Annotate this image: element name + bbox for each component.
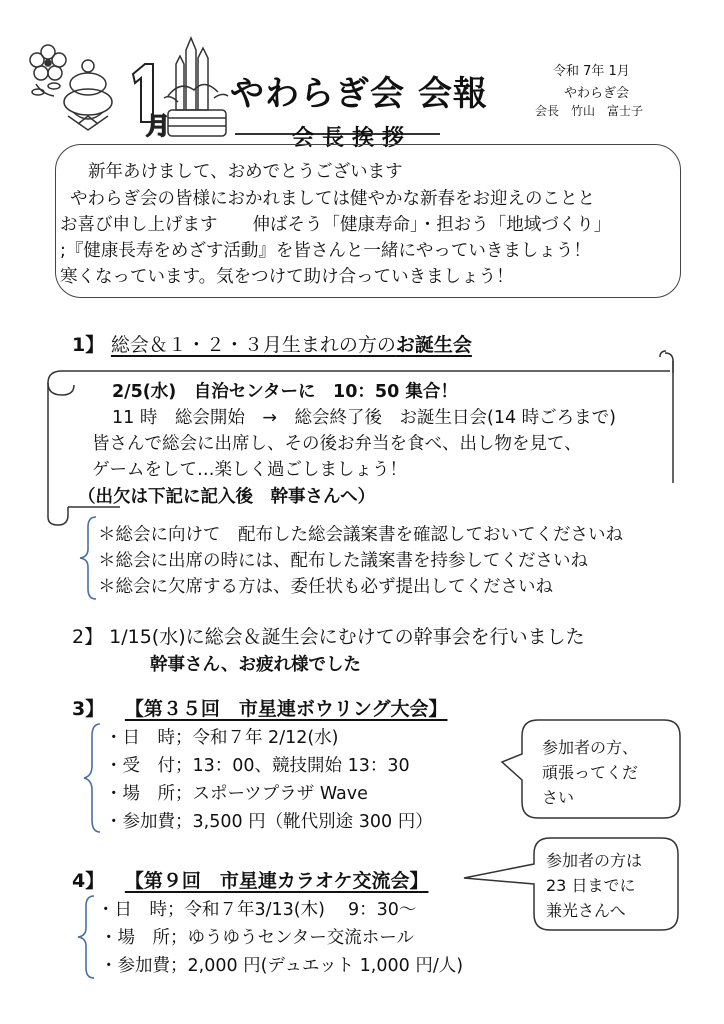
greeting-title: 会長挨拶: [292, 126, 413, 151]
issue-date: 令和 7年 1月: [553, 64, 630, 79]
scroll-line-5: （出欠は下記に記入後 幹事さんへ）: [78, 487, 376, 507]
month-suffix: 月: [146, 112, 170, 140]
scroll-line-1: 2/5(水) 自治センターに 10：50 集合！: [112, 382, 458, 402]
greeting-line-4: ;『健康長寿をめざす活動』を皆さんと一緒にやっていきましょう！: [60, 241, 591, 261]
section4-heading: [72, 866, 428, 893]
section4-item-3: ・参加費；2,000 円(デュエット 1,000 円/人): [100, 956, 464, 976]
greeting-line-3: お喜び申し上げます 伸ばそう「健康寿命」・担おう「地域づくり」: [60, 215, 612, 235]
section3-brace: [82, 722, 104, 836]
section4-title: 【第９回 市星連カラオケ交流会】: [124, 870, 429, 892]
plum-blossom-icon: [30, 45, 66, 96]
notes-brace: [78, 515, 100, 601]
section4-bubble-line-3: 兼光さんへ: [546, 901, 626, 920]
organization-name: やわらぎ会: [564, 86, 630, 101]
note-1: ＊総会に向けて 配布した総会議案書を確認しておいてくださいね: [98, 525, 623, 545]
section1-title: 総会＆１・２・３月生まれの方のお誕生会: [110, 334, 472, 356]
section1-number: 1】: [72, 334, 105, 356]
scroll-line-4: ゲームをして…楽しく過ごしましょう！: [92, 460, 407, 480]
section4-item-2: ・場 所；ゆうゆうセンター交流ホール: [100, 928, 414, 948]
new-year-decoration: [28, 36, 240, 140]
section3-number: 3】: [72, 698, 105, 720]
section3-item-3: ・場 所；スポーツプラザ Wave: [105, 784, 368, 804]
note-3: ＊総会に欠席する方は、委任状も必ず提出してくださいね: [98, 577, 553, 597]
section3-bubble-line-2: 頑張ってくだ: [542, 763, 639, 782]
section3-heading: [72, 694, 447, 721]
scroll-line-2: 11 時 総会開始 → 総会終了後 お誕生日会(14 時ごろまで): [112, 408, 616, 428]
section3-bubble-line-1: 参加者の方、: [542, 738, 639, 757]
kadomatsu-icon: [164, 38, 228, 136]
section3-item-1: ・日 時；令和７年 2/12(水): [105, 728, 339, 748]
greeting-line-1: 新年あけまして、おめでとうございます: [88, 162, 403, 182]
greeting-line-2: やわらぎ会の皆様におかれましては健やかな新春をお迎えのことと: [70, 189, 595, 209]
section3-item-2: ・受 付；13：00、競技開始 13：30: [105, 756, 410, 776]
note-2: ＊総会に出席の時には、配布した議案書を持参してくださいね: [98, 551, 588, 571]
section2-line-1: 2】 1/15(水)に総会＆誕生会にむけての幹事会を行いました: [72, 626, 585, 648]
section4-bubble-line-1: 参加者の方は: [546, 851, 643, 870]
section2-number: 2】: [72, 626, 104, 648]
newsletter-title: やわらぎ会 会報: [230, 74, 488, 114]
section4-number: 4】: [72, 870, 105, 892]
scroll-line-3: 皆さんで総会に出席し、その後お弁当を食べ、出し物を見て、: [92, 434, 582, 454]
section3-bubble-line-3: さい: [542, 788, 575, 807]
kagami-mochi-icon: [64, 60, 112, 130]
section4-brace: [76, 894, 98, 980]
section4-item-1: ・日 時；令和７年3/13(木) 9：30～: [97, 900, 417, 920]
section3-title: 【第３５回 市星連ボウリング大会】: [124, 698, 448, 720]
chairman-name: 会長 竹山 富士子: [535, 104, 644, 118]
greeting-line-5: 寒くなっています。気をつけて助け合っていきましょう！: [60, 267, 514, 287]
section2-line-2: 幹事さん、お疲れ様でした: [150, 655, 362, 675]
section3-item-4: ・参加費；3,500 円（靴代別途 300 円）: [105, 812, 433, 832]
section4-bubble-line-2: 23 日までに: [546, 876, 636, 895]
